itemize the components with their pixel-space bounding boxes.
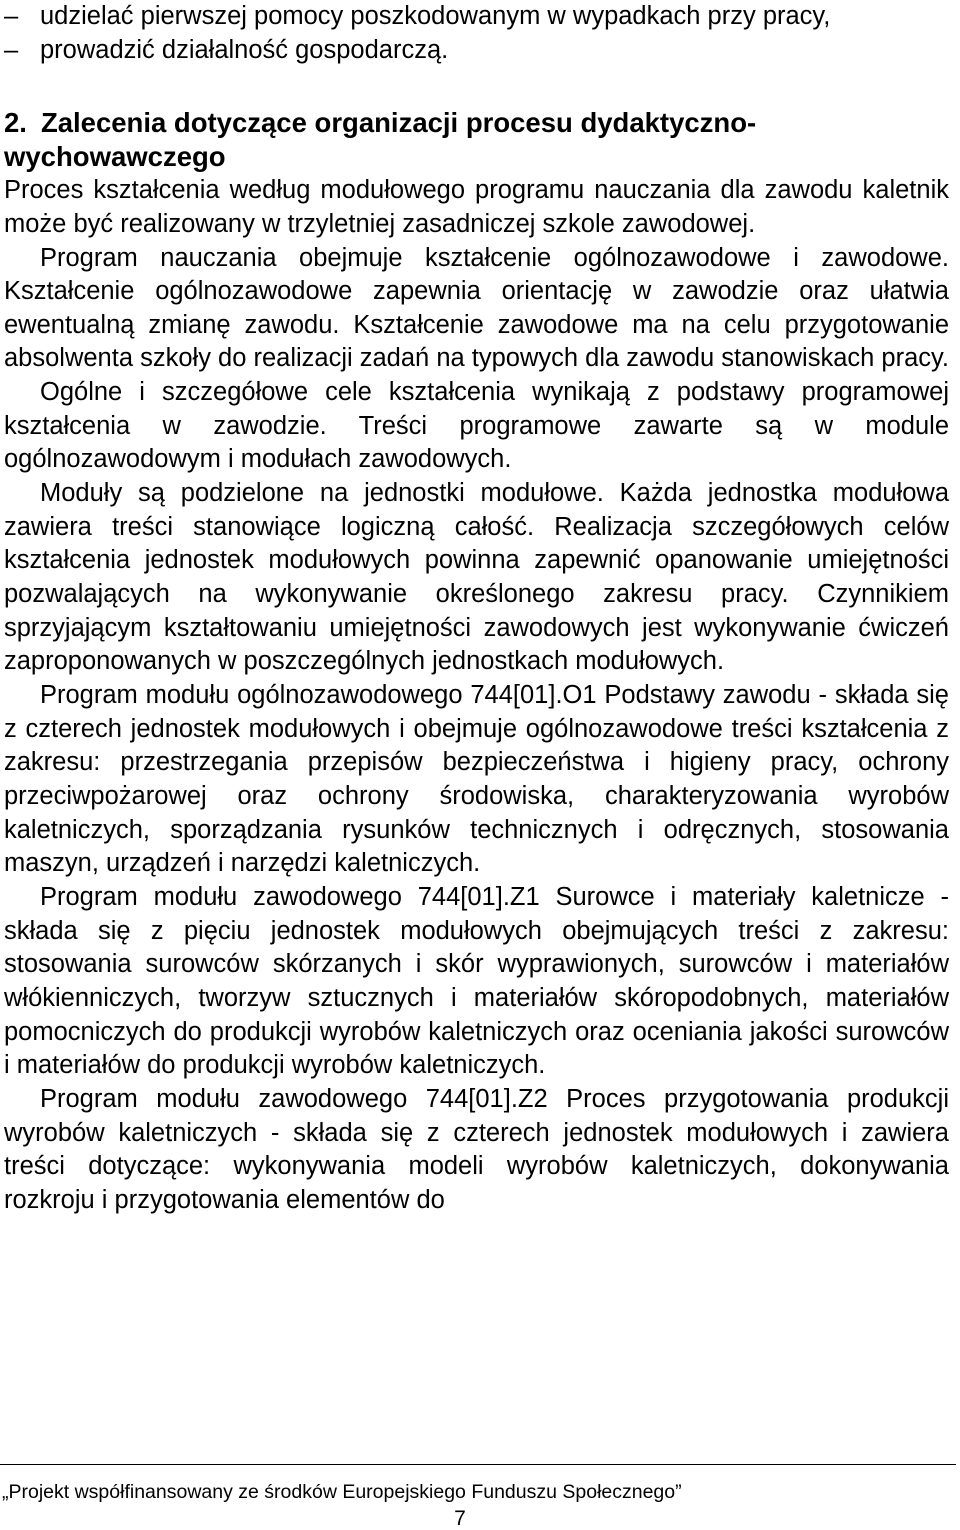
page-number: 7 bbox=[454, 1507, 466, 1530]
paragraph: Moduły są podzielone na jednostki modułowe. Każda jednostka modułowa zawiera treści stanowiące logiczną całość. Realizacja szczegółowych celów kształcenia jednostek modułowych powinna zapewnić opanowanie umiejętności pozwalających na wykonywanie określonego zakresu pracy. Czynnikiem sprzyjającym kształtowaniu umiejętności zawodowych jest wykonywanie ćwiczeń zaproponowanych w poszczególnych jednostkach modułowych. bbox=[4, 479, 949, 676]
document-page bbox=[4, 0, 949, 1218]
paragraph: Program nauczania obejmuje kształcenie ogólnozawodowe i zawodowe. Kształcenie ogólnozawodowe zapewnia orientację w zawodzie oraz ułatwia ewentualną zmianę zawodu. Kształcenie zawodowe ma na celu przygotowanie absolwenta szkoły do realizacji zadań na typowych dla zawodu stanowiskach pracy. bbox=[4, 243, 949, 373]
footer-text: „Projekt współfinansowany ze środków Europejskiego Funduszu Społecznego” bbox=[2, 1481, 682, 1503]
bullet-item bbox=[4, 0, 949, 34]
bullet-text: udzielać pierwszej pomocy poszkodowanym w wypadkach przy pracy, bbox=[40, 2, 831, 30]
bullet-text: prowadzić działalność gospodarczą. bbox=[40, 35, 449, 64]
section-title: Zalecenia dotyczące organizacji procesu dydaktyczno-wychowawczego bbox=[4, 107, 757, 173]
footer-divider bbox=[0, 1464, 956, 1465]
paragraph: Proces kształcenia według modułowego programu nauczania dla zawodu kaletnik może być realizowany w trzyletniej zasadniczej szkole zawodowej. bbox=[4, 176, 949, 238]
paragraph: Program modułu ogólnozawodowego 744[01].O1 Podstawy zawodu - składa się z czterech jednostek modułowych i obejmuje ogólnozawodowe treści kształcenia z zakresu: przestrzegania przepisów bezpieczeństwa i higieny pracy, ochrony przeciwpożarowej oraz ochrony środowiska, charakteryzowania wyrobów kaletniczych, sporządzania rysunków technicznych i odręcznych, stosowania maszyn, urządzeń i narzędzi kaletniczych. bbox=[4, 681, 949, 878]
bullet-item bbox=[4, 34, 949, 68]
paragraph: Program modułu zawodowego 744[01].Z2 Proces przygotowania produkcji wyrobów kaletniczych - składa się z czterech jednostek modułowych i zawiera treści dotyczące: wykonywania modeli wyrobów kaletniczych, dokonywania rozkroju i przygotowania elementów do bbox=[4, 1084, 949, 1214]
dash-bullet: – bbox=[4, 2, 19, 30]
section-number: 2. bbox=[4, 107, 27, 139]
paragraph: Program modułu zawodowego 744[01].Z1 Surowce i materiały kaletnicze - składa się z pięciu jednostek modułowych obejmujących treści z zakresu: stosowania surowców skórzanych i skór wyprawionych, surowców i materiałów włókienniczych, tworzyw sztucznych i materiałów skóropodobnych, materiałów pomocniczych do produkcji wyrobów kaletniczych oraz oceniania jakości surowców i materiałów do produkcji wyrobów kaletniczych. bbox=[4, 882, 949, 1080]
dash-bullet: – bbox=[4, 35, 19, 64]
paragraph: Ogólne i szczegółowe cele kształcenia wynikają z podstawy programowej kształcenia w zawodzie. Treści programowe zawarte są w module ogólnozawodowym i modułach zawodowych. bbox=[4, 378, 949, 474]
section-heading bbox=[4, 106, 949, 174]
